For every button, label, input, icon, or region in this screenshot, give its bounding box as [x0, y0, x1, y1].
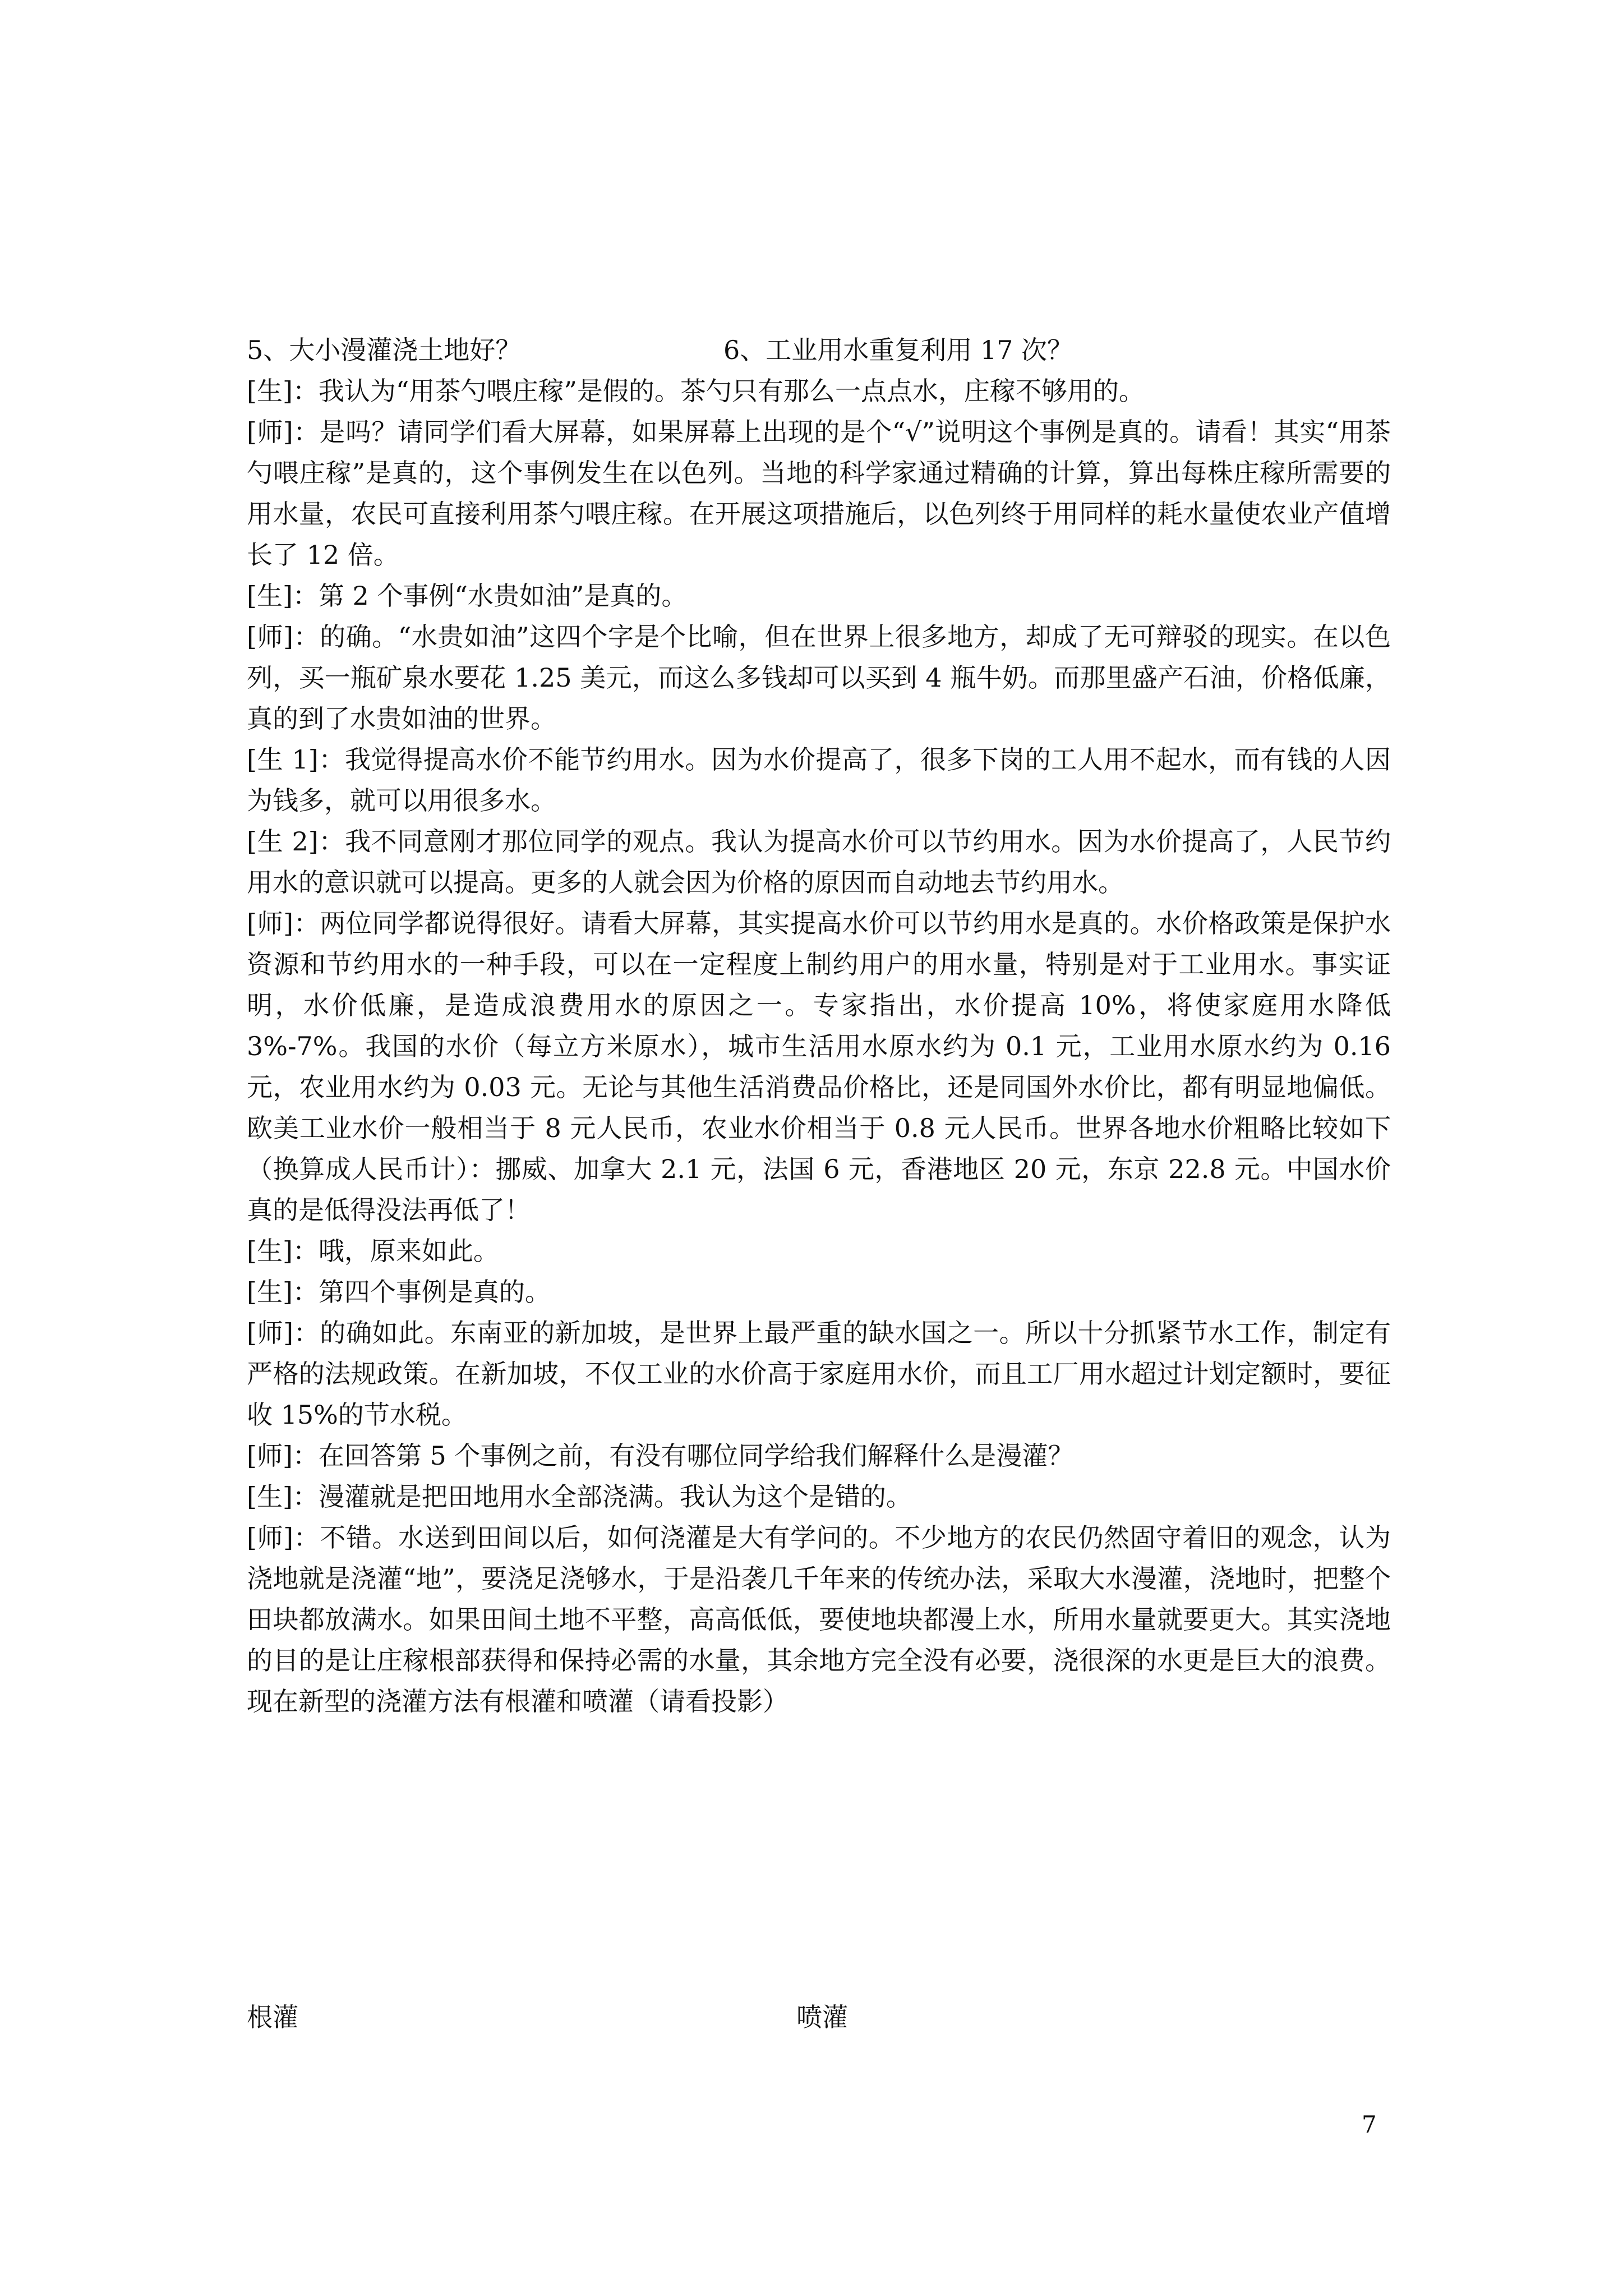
paragraph: [生 1]：我觉得提高水价不能节约用水。因为水价提高了，很多下岗的工人用不起水，而有钱的人因为钱多，就可以用很多水。 — [247, 744, 1391, 816]
paragraph: [生]：第四个事例是真的。 — [247, 1277, 551, 1307]
paragraph: [师]：不错。水送到田间以后，如何浇灌是大有学问的。不少地方的农民仍然固守着旧的观念，认为浇地就是浇灌“地”，要浇足浇够水，于是沿袭几千年来的传统办法，采取大水漫灌，浇地时，把整个田块都放满水。如果田间土地不平整，高高低低，要使地块都漫上水，所用水量就要更大。其实浇地的目的是让庄稼根部获得和保持必需的水量，其余地方完全没有必要，浇很深的水更是巨大的浪费。现在新型的浇灌方法有根灌和喷灌（请看投影） — [247, 1522, 1391, 1717]
paragraph: [生 2]：我不同意刚才那位同学的观点。我认为提高水价可以节约用水。因为水价提高了，人民节约用水的意识就可以提高。更多的人就会因为价格的原因而自动地去节约用水。 — [247, 826, 1391, 898]
main-text — [247, 330, 1391, 1722]
paragraph: [师]：的确。“水贵如油”这四个字是个比喻，但在世界上很多地方，却成了无可辩驳的现实。在以色列，买一瓶矿泉水要花 1.25 美元，而这么多钱却可以买到 4 瓶牛奶。而那里盛产石油，价格低廉，真的到了水贵如油的世界。 — [247, 622, 1391, 734]
page-number: 7 — [1362, 2111, 1377, 2138]
paragraph: [师]：的确如此。东南亚的新加坡，是世界上最严重的缺水国之一。所以十分抓紧节水工作，制定有严格的法规政策。在新加坡，不仅工业的水价高于家庭用水价，而且工厂用水超过计划定额时，要征收 15%的节水税。 — [247, 1318, 1391, 1430]
paragraph: [师]：是吗？请同学们看大屏幕，如果屏幕上出现的是个“√”说明这个事例是真的。请看！其实“用茶勺喂庄稼”是真的，这个事例发生在以色列。当地的科学家通过精确的计算，算出每株庄稼所需要的用水量，农民可直接利用茶勺喂庄稼。在开展这项措施后，以色列终于用同样的耗水量使农业产值增长了 12 倍。 — [247, 417, 1391, 570]
caption-sprinkler-irrigation: 喷灌 — [796, 2002, 848, 2032]
paragraph: [师]：两位同学都说得很好。请看大屏幕，其实提高水价可以节约用水是真的。水价格政策是保护水资源和节约用水的一种手段，可以在一定程度上制约用户的用水量，特别是对于工业用水。事实证明，水价低廉，是造成浪费用水的原因之一。专家指出，水价提高 10%，将使家庭用水降低 3%-7%。我国的水价（每立方米原水），城市生活用水原水约为 0.1 元，工业用水原水约为 0.16 元，农业用水约为 0.03 元。无论与其他生活消费品价格比，还是同国外水价比，都有明显地偏低。欧美工业水价一般相当于 8 元人民币，农业水价相当于 0.8 元人民币。世界各地水价粗略比较如下（换算成人民币计）：挪威、加拿大 2.1 元，法国 6 元，香港地区 20 元，东京 22.8 元。中国水价真的是低得没法再低了！ — [247, 908, 1391, 1225]
questions-row — [247, 330, 1391, 371]
paragraph: [生]：我认为“用茶勺喂庄稼”是假的。茶勺只有那么一点点水，庄稼不够用的。 — [247, 376, 1145, 406]
paragraph: [生]：漫灌就是把田地用水全部浇满。我认为这个是错的。 — [247, 1481, 912, 1512]
caption-root-irrigation: 根灌 — [247, 2002, 298, 2032]
paragraph: [生]：哦，原来如此。 — [247, 1236, 499, 1266]
paragraph: [师]：在回答第 5 个事例之前，有没有哪位同学给我们解释什么是漫灌？ — [247, 1441, 1074, 1471]
question-6: 6、工业用水重复利用 17 次？ — [723, 335, 1073, 365]
paragraph: [生]：第 2 个事例“水贵如油”是真的。 — [247, 581, 688, 611]
question-5: 5、大小漫灌浇土地好？ — [247, 335, 522, 365]
